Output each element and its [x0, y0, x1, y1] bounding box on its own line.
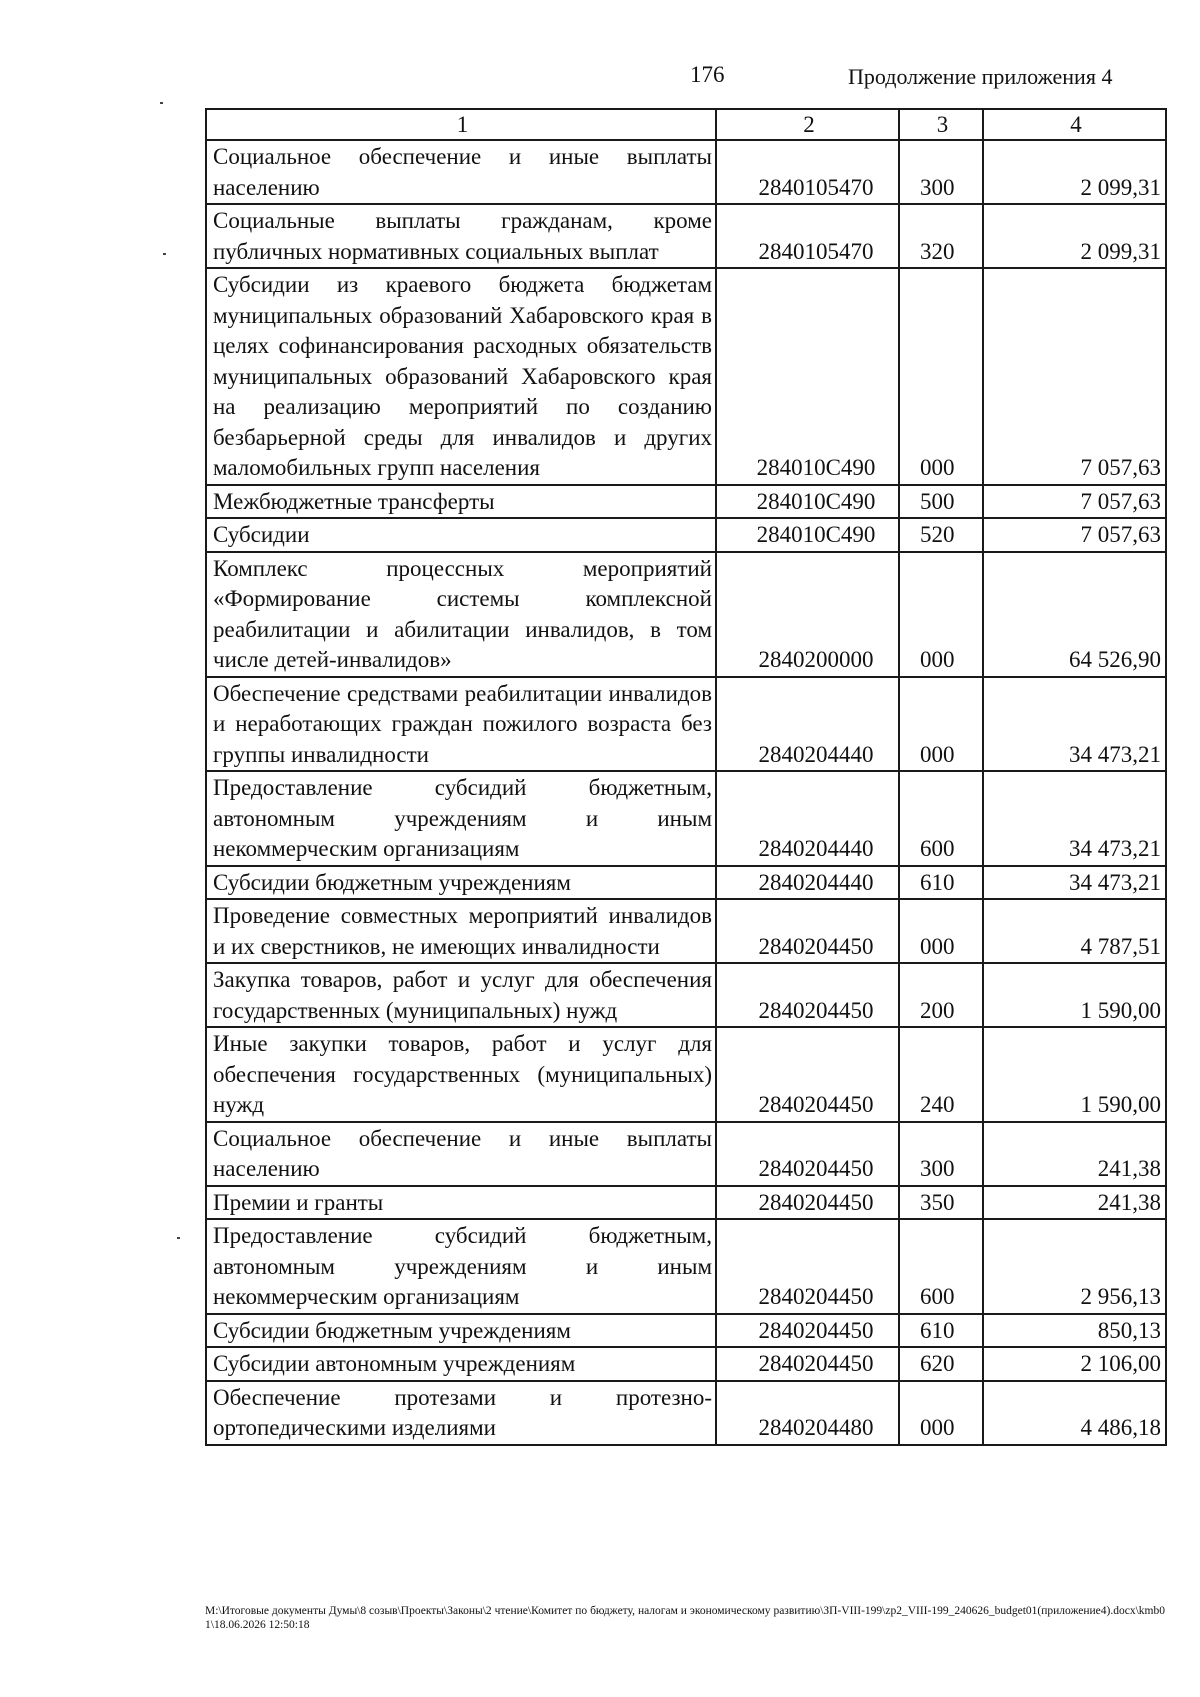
scan-speck	[160, 102, 163, 104]
target-article-code-cell: 2840204450	[716, 1027, 899, 1122]
amount-cell: 4 787,51	[983, 899, 1166, 963]
target-article-code-cell: 2840204440	[716, 866, 899, 900]
amount-cell: 2 099,31	[983, 140, 1166, 204]
target-article-code-cell: 2840105470	[716, 140, 899, 204]
expense-name-cell: Субсидии из краевого бюджета бюджетам муниципальных образований Хабаровского края в целях софинансирования расходных обязательств муниципальных образований Хабаровского края на реализацию мероприятий по созданию безбарьерной среды для инвалидов и других маломобильных групп населения	[206, 268, 716, 485]
table-row	[206, 1347, 1166, 1381]
document-file-path: М:\Итоговые документы Думы\8 созыв\Проекты\Законы\2 чтение\Комитет по бюджету, налогам и экономическому развитию\ЗП-VIII-199\zp2_VIII-199_240626_budget01(приложение4).docx\kmb01\18.06.2026 12:50:18	[205, 1605, 1165, 1631]
expense-group-code-cell: 320	[899, 204, 983, 268]
target-article-code-cell: 284010С490	[716, 268, 899, 485]
expense-name-cell: Предоставление субсидий бюджетным, автономным учреждениям и иным некоммерческим организациям	[206, 1219, 716, 1314]
expense-group-code-cell: 600	[899, 771, 983, 866]
amount-cell: 34 473,21	[983, 677, 1166, 772]
expense-name-cell: Предоставление субсидий бюджетным, автономным учреждениям и иным некоммерческим организациям	[206, 771, 716, 866]
expense-name-cell: Проведение совместных мероприятий инвалидов и их сверстников, не имеющих инвалидности	[206, 899, 716, 963]
expense-group-code-cell: 500	[899, 485, 983, 519]
expense-name-cell: Комплекс процессных мероприятий «Формирование системы комплексной реабилитации и абилитации инвалидов, в том числе детей-инвалидов»	[206, 552, 716, 677]
table-row	[206, 677, 1166, 772]
table-row	[206, 899, 1166, 963]
amount-cell: 2 956,13	[983, 1219, 1166, 1314]
amount-cell: 34 473,21	[983, 771, 1166, 866]
expense-name-cell: Социальные выплаты гражданам, кроме публичных нормативных социальных выплат	[206, 204, 716, 268]
expense-name-cell: Премии и гранты	[206, 1186, 716, 1220]
expense-group-code-cell: 610	[899, 1314, 983, 1348]
amount-cell: 7 057,63	[983, 485, 1166, 519]
table-row	[206, 1122, 1166, 1186]
expense-group-code-cell: 000	[899, 552, 983, 677]
expense-group-code-cell: 000	[899, 677, 983, 772]
expense-name-cell: Субсидии бюджетным учреждениям	[206, 866, 716, 900]
table-row	[206, 1314, 1166, 1348]
amount-cell: 241,38	[983, 1186, 1166, 1220]
table-row	[206, 963, 1166, 1027]
column-header: 1	[206, 109, 716, 140]
expense-name-cell: Субсидии автономным учреждениям	[206, 1347, 716, 1381]
expense-group-code-cell: 300	[899, 140, 983, 204]
expense-name-cell: Субсидии	[206, 518, 716, 552]
appendix-continuation-label: Продолжение приложения 4	[848, 64, 1113, 89]
expense-group-code-cell: 240	[899, 1027, 983, 1122]
budget-table	[205, 108, 1167, 1446]
target-article-code-cell: 284010С490	[716, 518, 899, 552]
table-header-row	[206, 109, 1166, 140]
amount-cell: 850,13	[983, 1314, 1166, 1348]
column-header: 2	[716, 109, 899, 140]
target-article-code-cell: 2840204450	[716, 1186, 899, 1220]
expense-name-cell: Закупка товаров, работ и услуг для обеспечения государственных (муниципальных) нужд	[206, 963, 716, 1027]
table-row	[206, 1186, 1166, 1220]
target-article-code-cell: 2840204450	[716, 899, 899, 963]
table-row	[206, 1027, 1166, 1122]
expense-name-cell: Социальное обеспечение и иные выплаты населению	[206, 140, 716, 204]
target-article-code-cell: 2840105470	[716, 204, 899, 268]
target-article-code-cell: 2840204440	[716, 771, 899, 866]
amount-cell: 7 057,63	[983, 268, 1166, 485]
expense-group-code-cell: 000	[899, 268, 983, 485]
target-article-code-cell: 2840204480	[716, 1381, 899, 1445]
amount-cell: 4 486,18	[983, 1381, 1166, 1445]
target-article-code-cell: 284010С490	[716, 485, 899, 519]
amount-cell: 1 590,00	[983, 963, 1166, 1027]
scan-speck	[177, 1237, 180, 1239]
expense-name-cell: Социальное обеспечение и иные выплаты населению	[206, 1122, 716, 1186]
column-header: 4	[983, 109, 1166, 140]
expense-group-code-cell: 600	[899, 1219, 983, 1314]
amount-cell: 2 099,31	[983, 204, 1166, 268]
page-number: 176	[690, 62, 725, 87]
expense-group-code-cell: 200	[899, 963, 983, 1027]
expense-name-cell: Субсидии бюджетным учреждениям	[206, 1314, 716, 1348]
target-article-code-cell: 2840204440	[716, 677, 899, 772]
amount-cell: 34 473,21	[983, 866, 1166, 900]
expense-group-code-cell: 610	[899, 866, 983, 900]
expense-group-code-cell: 520	[899, 518, 983, 552]
target-article-code-cell: 2840204450	[716, 963, 899, 1027]
table-row	[206, 1219, 1166, 1314]
amount-cell: 1 590,00	[983, 1027, 1166, 1122]
expense-group-code-cell: 000	[899, 899, 983, 963]
table-row	[206, 866, 1166, 900]
expense-group-code-cell: 000	[899, 1381, 983, 1445]
target-article-code-cell: 2840204450	[716, 1347, 899, 1381]
expense-group-code-cell: 300	[899, 1122, 983, 1186]
table-row	[206, 268, 1166, 485]
table-row	[206, 518, 1166, 552]
target-article-code-cell: 2840204450	[716, 1122, 899, 1186]
expense-name-cell: Межбюджетные трансферты	[206, 485, 716, 519]
scan-speck	[163, 253, 166, 255]
expense-name-cell: Обеспечение средствами реабилитации инвалидов и неработающих граждан пожилого возраста без группы инвалидности	[206, 677, 716, 772]
table-row	[206, 771, 1166, 866]
target-article-code-cell: 2840200000	[716, 552, 899, 677]
table-row	[206, 140, 1166, 204]
table-row	[206, 552, 1166, 677]
target-article-code-cell: 2840204450	[716, 1219, 899, 1314]
amount-cell: 2 106,00	[983, 1347, 1166, 1381]
amount-cell: 64 526,90	[983, 552, 1166, 677]
amount-cell: 241,38	[983, 1122, 1166, 1186]
table-row	[206, 485, 1166, 519]
amount-cell: 7 057,63	[983, 518, 1166, 552]
target-article-code-cell: 2840204450	[716, 1314, 899, 1348]
expense-group-code-cell: 620	[899, 1347, 983, 1381]
expense-group-code-cell: 350	[899, 1186, 983, 1220]
expense-name-cell: Обеспечение протезами и протезно-ортопедическими изделиями	[206, 1381, 716, 1445]
column-header: 3	[899, 109, 983, 140]
expense-name-cell: Иные закупки товаров, работ и услуг для обеспечения государственных (муниципальных) нужд	[206, 1027, 716, 1122]
table-row	[206, 1381, 1166, 1445]
table-row	[206, 204, 1166, 268]
